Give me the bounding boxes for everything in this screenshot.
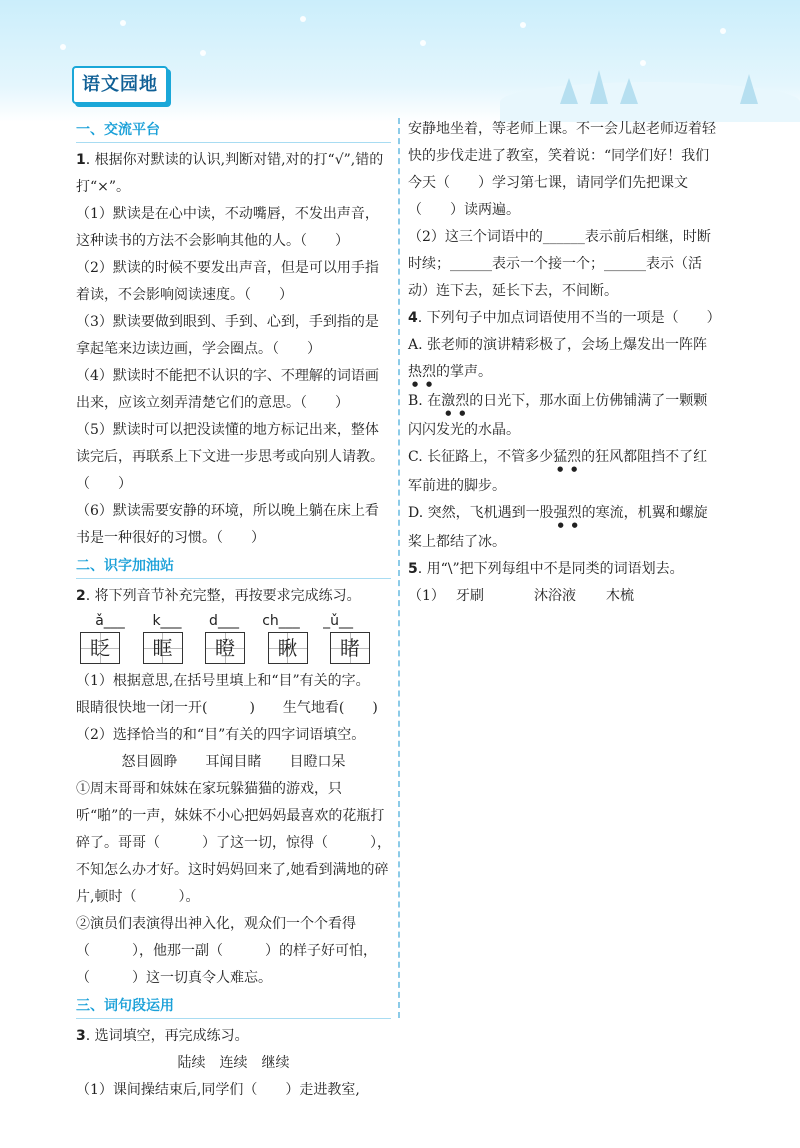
question-5 — [408, 556, 720, 610]
choice-a[interactable]: A. 张老师的演讲精彩极了，会场上爆发出一阵阵热烈的掌声。 — [408, 337, 708, 380]
choice-d[interactable]: D. 突然，飞机遇到一股强烈的寒流，机翼和螺旋桨上都结了冰。 — [408, 505, 708, 550]
judge-item[interactable]: （2）默读的时候不要发出声音，但是可以用手指着读，不会影响阅读速度。（ ） — [76, 260, 379, 303]
pinyin-blank[interactable]: d___ — [209, 613, 239, 629]
question-stem: . 根据你对默读的认识,判断对错,对的打“√”,错的打“×”。 — [76, 152, 384, 195]
judge-item[interactable]: （5）默读时可以把没读懂的地方标记出来，整体读完后，再联系上下文进一步思考或向别人请教。（ ） — [76, 422, 384, 492]
tianzige-box: 眨 — [80, 632, 120, 664]
word-options: 陆续 连续 继续 — [177, 1055, 290, 1071]
section-heading-2: 二、识字加油站 — [76, 554, 391, 579]
emphasized-word: 激烈 — [441, 393, 470, 409]
right-column — [408, 116, 720, 610]
pinyin-blank[interactable]: ǎ___ — [95, 613, 125, 629]
pinyin-blank[interactable]: _ǔ__ — [323, 613, 353, 629]
pinyin-row — [84, 610, 364, 632]
tianzige-box: 瞅 — [268, 632, 308, 664]
choice-b[interactable]: B. 在激烈的日光下，那水面上仿佛铺满了一颗颗闪闪发光的水晶。 — [408, 393, 708, 438]
question-stem: . 用“\”把下列每组中不是同类的词语划去。 — [417, 561, 684, 577]
left-column — [76, 116, 391, 1104]
question-stem: . 将下列音节补充完整，再按要求完成练习。 — [85, 588, 361, 604]
section-heading-3: 三、词句段运用 — [76, 994, 391, 1019]
tianzige-box: 瞪 — [205, 632, 245, 664]
question-2 — [76, 583, 391, 992]
fill-passage[interactable]: （2）这三个词语中的______表示前后相继，时断时续；______表示一个接一个；______表示（活动）连下去，延长下去，不间断。 — [408, 229, 711, 299]
fill-passage[interactable]: ②演员们表演得出神入化，观众们一个个看得（ ），他那一副（ ）的样子好可怕，（ ）这一切真令人难忘。 — [76, 916, 377, 986]
group-label: （1） — [408, 588, 445, 604]
character-boxes — [80, 632, 370, 664]
fill-passage[interactable]: 安静地坐着，等老师上课。不一会儿赵老师迈着轻快的步伐走进了教室，笑着说：“同学们好！我们今天（ ）学习第七课，请同学们先把课文（ ）读两遍。 — [408, 121, 716, 218]
choice-c[interactable]: C. 长征路上，不管多少猛烈的狂风都阻挡不了红军前进的脚步。 — [408, 449, 708, 494]
word-cell[interactable]: 木梳 — [606, 588, 634, 604]
word-cell[interactable]: 沐浴液 — [534, 588, 576, 604]
question-number: 3 — [76, 1028, 86, 1044]
pinyin-blank[interactable]: ch___ — [262, 613, 300, 629]
fill-passage[interactable]: ①周末哥哥和妹妹在家玩躲猫猫的游戏，只听“啪”的一声，妹妹不小心把妈妈最喜欢的花瓶打碎了。哥哥（ ）了这一切，惊得（ ），不知怎么办才好。这时妈妈回来了,她看到满地的碎片,顿时（ ）。 — [76, 781, 391, 905]
section-title-badge: 语文园地 — [72, 66, 168, 104]
emphasized-word: 强烈 — [553, 505, 582, 521]
judge-item[interactable]: （6）默读需要安静的环境，所以晚上躺在床上看书是一种很好的习惯。（ ） — [76, 503, 379, 546]
emphasized-word: 热烈 — [408, 364, 436, 380]
judge-item[interactable]: （1）默读是在心中读，不动嘴唇，不发出声音，这种读书的方法不会影响其他的人。（ ） — [76, 206, 379, 249]
fill-passage[interactable]: （1）课间操结束后,同学们（ ）走进教室, — [76, 1082, 360, 1098]
question-number: 1 — [76, 152, 86, 168]
column-divider — [398, 118, 400, 1018]
sub-question: （2）选择恰当的和“目”有关的四字词语填空。 — [76, 727, 366, 743]
question-stem: . 选词填空，再完成练习。 — [85, 1028, 249, 1044]
question-number: 2 — [76, 588, 86, 604]
question-number: 5 — [408, 561, 418, 577]
word-cell[interactable]: 牙刷 — [456, 588, 484, 604]
word-group-table — [408, 583, 720, 610]
question-stem[interactable]: . 下列句子中加点词语使用不当的一项是（ ） — [417, 310, 721, 326]
question-number: 4 — [408, 310, 418, 326]
word-options: 怒目圆睁 耳闻目睹 目瞪口呆 — [121, 754, 346, 770]
tianzige-box: 睹 — [330, 632, 370, 664]
judge-item[interactable]: （3）默读要做到眼到、手到、心到，手到指的是拿起笔来边读边画，学会圈点。（ ） — [76, 314, 379, 357]
section-heading-1: 一、交流平台 — [76, 118, 391, 143]
judge-item[interactable]: （4）默读时不能把不认识的字、不理解的词语画出来，应该立刻弄清楚它们的意思。（ ） — [76, 368, 379, 411]
pinyin-blank[interactable]: k___ — [152, 613, 182, 629]
tianzige-box: 眶 — [143, 632, 183, 664]
fill-line[interactable]: 眼睛很快地一闭一开( ) 生气地看( ) — [76, 700, 378, 716]
question-3 — [76, 1023, 391, 1104]
emphasized-word: 猛烈 — [553, 449, 582, 465]
question-1 — [76, 147, 391, 552]
question-4 — [408, 305, 720, 556]
header-banner — [0, 0, 800, 122]
sub-question: （1）根据意思,在括号里填上和“目”有关的字。 — [76, 673, 370, 689]
